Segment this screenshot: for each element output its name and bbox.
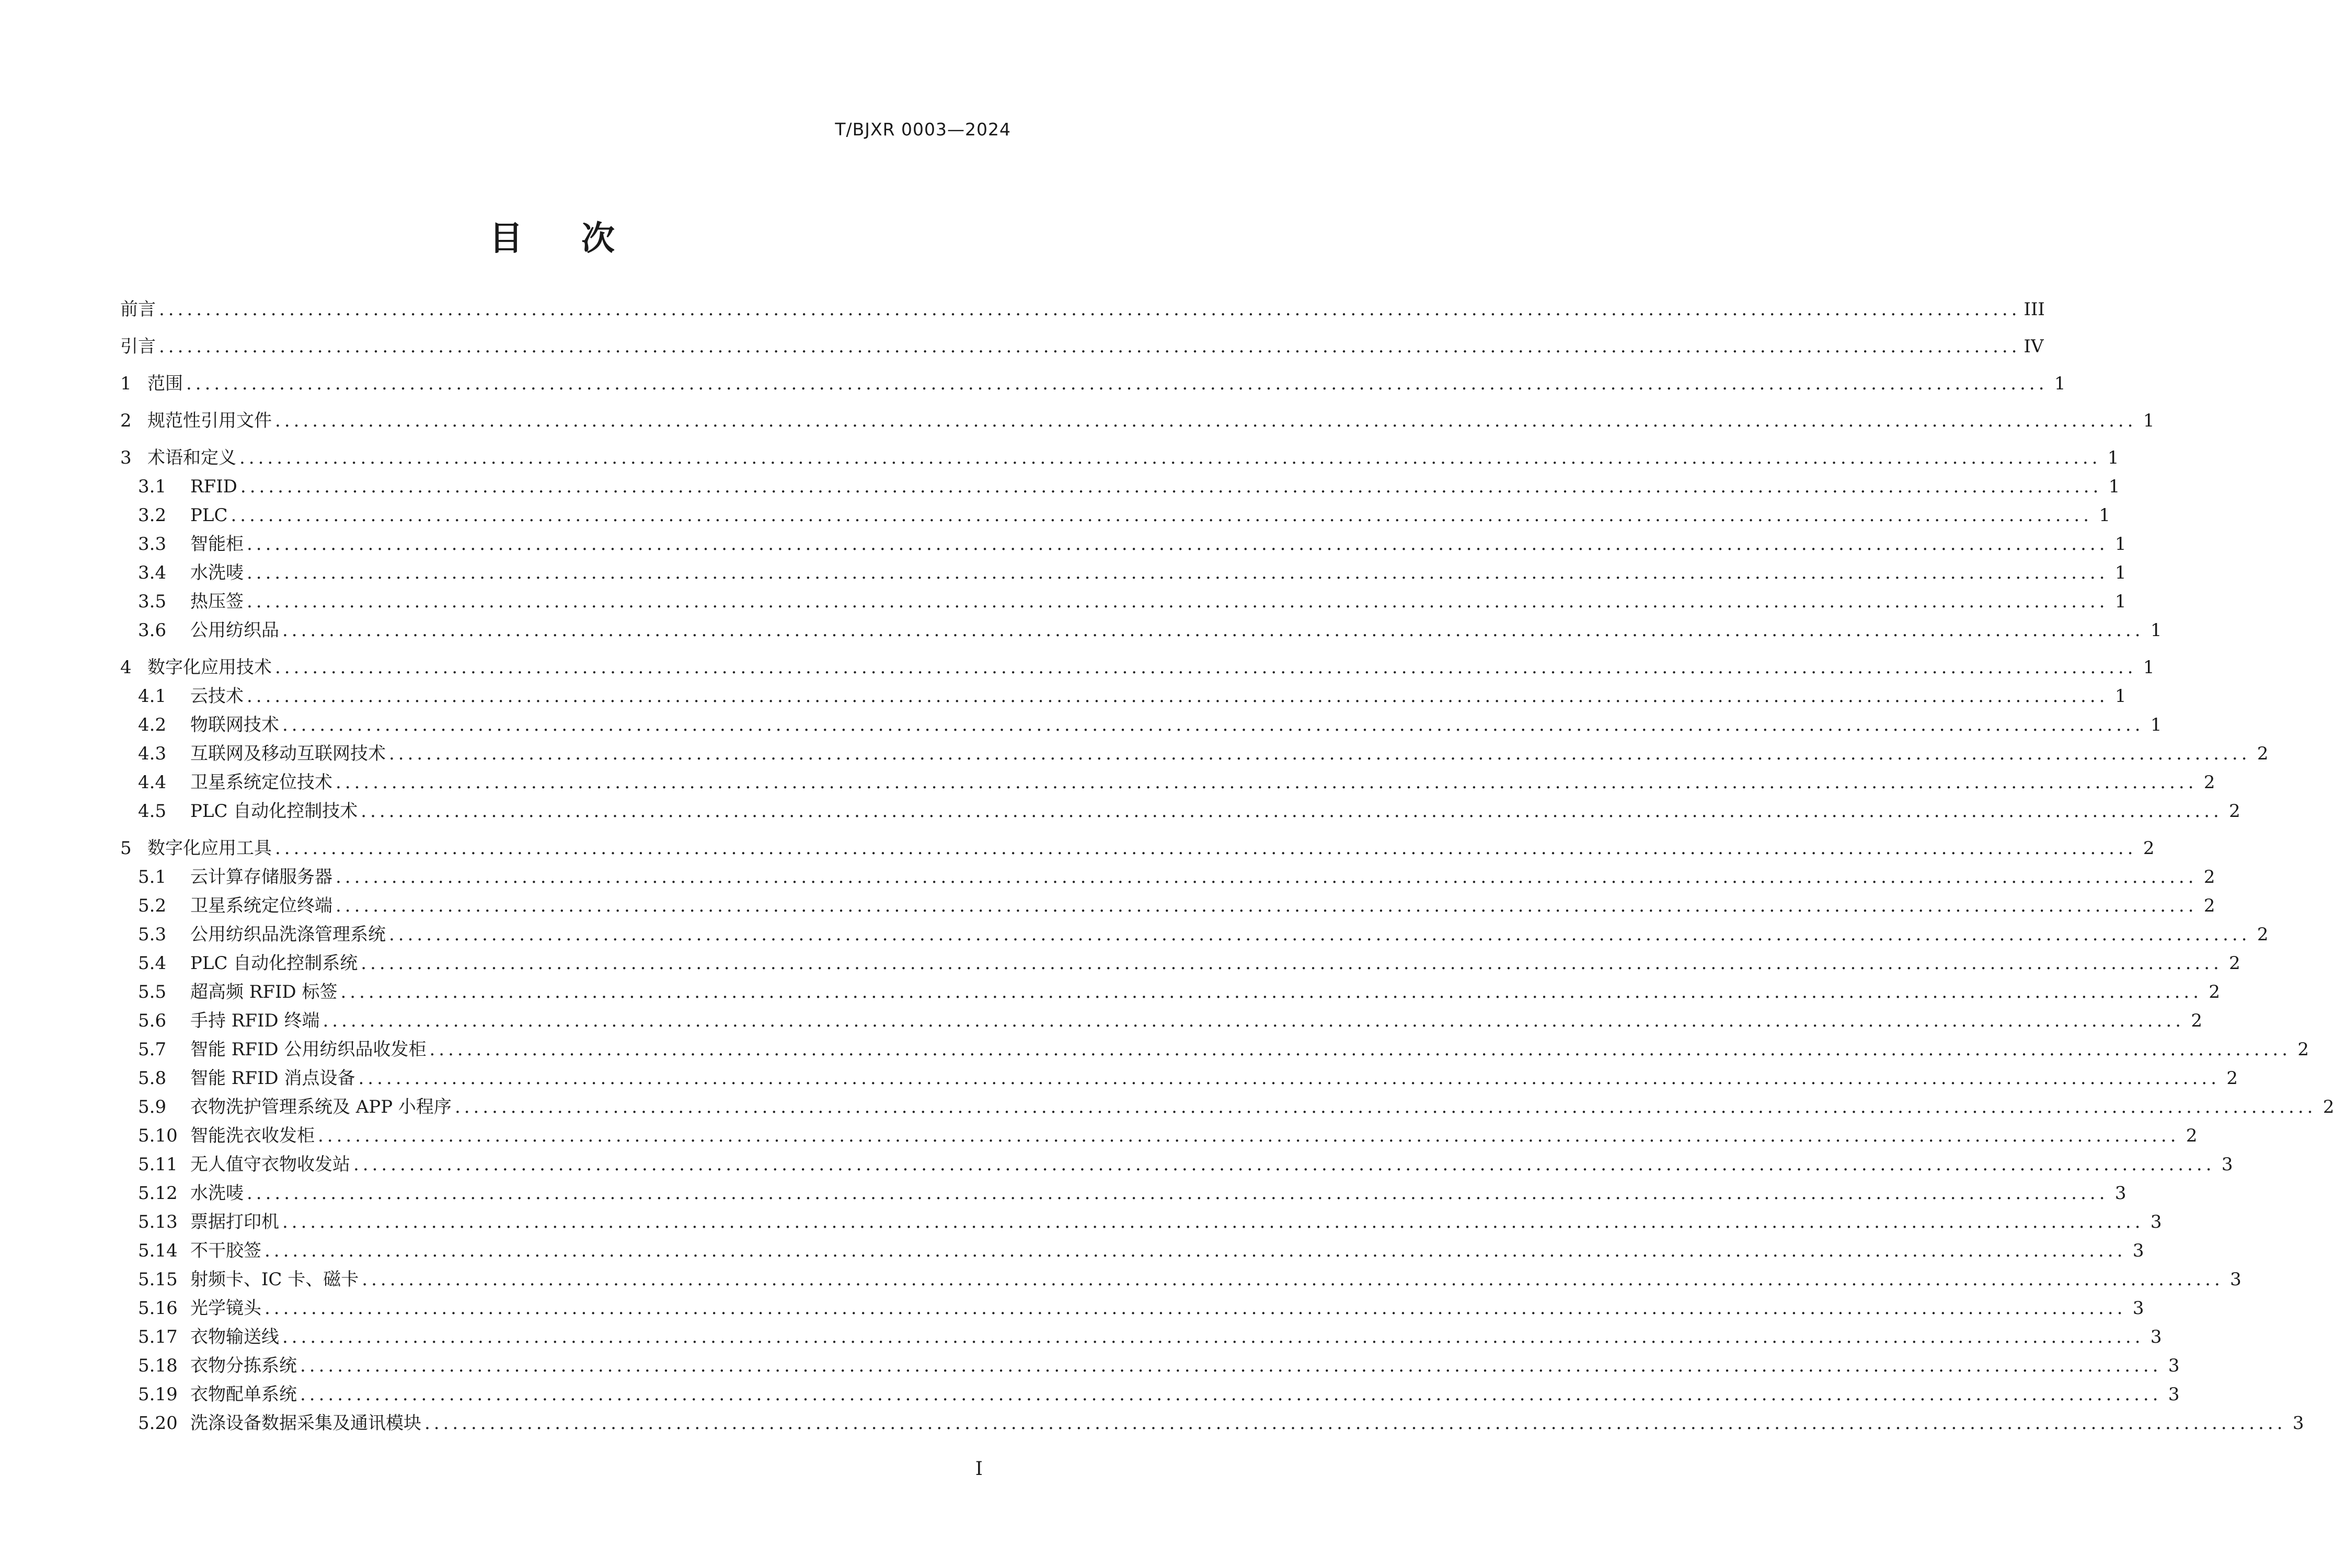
toc-entry-label: 无人值守衣物收发站	[190, 1154, 350, 1175]
dot-leader: ........................................................................................................................................................................................................	[275, 838, 2137, 859]
toc-entry[interactable]	[120, 1352, 2180, 1380]
toc-entry-number: 5.3	[138, 924, 167, 945]
toc-entry[interactable]	[120, 653, 2155, 682]
toc-entry-number: 4.1	[138, 686, 167, 707]
toc-entry-label: 衣物洗护管理系统及 APP 小程序	[190, 1097, 452, 1117]
toc-entry[interactable]	[120, 978, 2221, 1007]
toc-entry-label: 术语和定义	[147, 447, 236, 468]
toc-entry-label: 衣物配单系统	[190, 1384, 297, 1405]
dot-leader: ........................................................................................................................................................................................................	[429, 1039, 2292, 1060]
dot-leader: ........................................................................................................................................................................................................	[239, 447, 2101, 468]
dot-leader: ........................................................................................................................................................................................................	[247, 562, 2109, 583]
dot-leader: ........................................................................................................................................................................................................	[336, 867, 2198, 887]
toc-entry-page: 2	[2229, 953, 2240, 974]
dot-leader: ........................................................................................................................................................................................................	[282, 620, 2144, 641]
dot-leader: ........................................................................................................................................................................................................	[247, 686, 2109, 707]
toc-entry-label: RFID	[190, 476, 237, 497]
toc-entry-label: 数字化应用工具	[147, 838, 272, 859]
toc-entry-number: 5.14	[138, 1240, 178, 1261]
toc-entry-page: 2	[2203, 772, 2215, 793]
toc-entry-page: 1	[2114, 686, 2126, 707]
toc-entry[interactable]	[120, 949, 2240, 978]
toc-entry-label: 云技术	[190, 686, 244, 707]
toc-entry-page: 2	[2257, 924, 2269, 945]
toc-entry-page: 1	[2114, 591, 2126, 612]
dot-leader: ........................................................................................................................................................................................................	[275, 410, 2137, 431]
dot-leader: ........................................................................................................................................................................................................	[361, 953, 2223, 974]
dot-leader: ........................................................................................................................................................................................................	[389, 924, 2251, 945]
table-of-contents	[120, 295, 2334, 1438]
toc-entry-number: 5.10	[138, 1125, 178, 1146]
toc-entry-page: 3	[2221, 1154, 2233, 1175]
dot-leader: ........................................................................................................................................................................................................	[247, 1183, 2109, 1204]
toc-entry-label: 射频卡、IC 卡、磁卡	[190, 1269, 359, 1290]
toc-entry-number: 5.8	[138, 1068, 167, 1089]
toc-entry-label: 洗涤设备数据采集及通讯模块	[190, 1413, 421, 1434]
toc-entry-page: 2	[2203, 895, 2215, 916]
toc-entry-page: 1	[2143, 657, 2155, 678]
toc-entry-page: 1	[2150, 714, 2162, 735]
dot-leader: ........................................................................................................................................................................................................	[336, 895, 2198, 916]
toc-entry-label: 衣物输送线	[190, 1327, 279, 1347]
dot-leader: ........................................................................................................................................................................................................	[282, 1212, 2144, 1232]
toc-entry-number: 5.12	[138, 1183, 178, 1204]
toc-entry-label: 票据打印机	[190, 1212, 279, 1232]
toc-entry[interactable]	[120, 1064, 2238, 1093]
toc-entry-page: 3	[2168, 1384, 2180, 1405]
toc-entry-page: 3	[2150, 1212, 2162, 1232]
toc-entry-page: 3	[2292, 1413, 2304, 1434]
dot-leader: ........................................................................................................................................................................................................	[454, 1097, 2317, 1117]
toc-entry-page: 3	[2132, 1298, 2144, 1319]
toc-entry-page: III	[2023, 299, 2045, 320]
dot-leader: ........................................................................................................................................................................................................	[282, 714, 2144, 735]
toc-entry-page: 2	[2226, 1068, 2238, 1089]
toc-entry-number: 4.5	[138, 801, 167, 822]
title-char-2: 次	[581, 220, 615, 258]
toc-entry[interactable]	[120, 768, 2215, 797]
dot-leader: ........................................................................................................................................................................................................	[282, 1327, 2144, 1347]
toc-entry[interactable]	[120, 1179, 2126, 1208]
toc-entry[interactable]	[120, 1208, 2162, 1237]
toc-entry-number: 5.20	[138, 1413, 178, 1434]
toc-entry-page: 1	[2114, 562, 2126, 583]
toc-entry[interactable]	[120, 407, 2155, 435]
toc-entry-number: 5.9	[138, 1097, 167, 1117]
dot-leader: ........................................................................................................................................................................................................	[247, 591, 2109, 612]
toc-entry-label: 手持 RFID 终端	[190, 1010, 320, 1031]
toc-entry-number: 5.17	[138, 1327, 178, 1347]
dot-leader: ........................................................................................................................................................................................................	[389, 743, 2251, 764]
toc-entry-page: 1	[2108, 476, 2120, 497]
toc-entry[interactable]	[120, 1007, 2203, 1035]
toc-entry-page: 2	[2229, 801, 2240, 822]
toc-entry-page: 1	[2143, 410, 2155, 431]
toc-entry-label: 智能柜	[190, 534, 244, 555]
toc-entry-label: 数字化应用技术	[147, 657, 272, 678]
toc-entry[interactable]	[120, 1035, 2309, 1064]
toc-entry-page: 2	[2209, 982, 2221, 1002]
toc-entry-page: 2	[2297, 1039, 2309, 1060]
toc-entry-number: 5.18	[138, 1355, 178, 1376]
toc-entry-label: 超高频 RFID 标签	[190, 982, 338, 1002]
toc-entry[interactable]	[120, 1150, 2233, 1179]
dot-leader: ........................................................................................................................................................................................................	[275, 657, 2137, 678]
toc-entry-label: 水洗唛	[190, 1183, 244, 1204]
dot-leader: ........................................................................................................................................................................................................	[159, 336, 2021, 357]
toc-entry[interactable]	[120, 616, 2162, 645]
toc-entry-label: 公用纺织品	[190, 620, 279, 641]
toc-entry-label: 热压签	[190, 591, 244, 612]
toc-entry[interactable]	[120, 1237, 2144, 1265]
toc-entry-number: 2	[120, 410, 132, 431]
toc-entry-page: 3	[2168, 1355, 2180, 1376]
dot-leader: ........................................................................................................................................................................................................	[240, 476, 2102, 497]
toc-entry-number: 5	[120, 838, 132, 859]
toc-entry-page: 2	[2322, 1097, 2334, 1117]
dot-leader: ........................................................................................................................................................................................................	[358, 1068, 2221, 1089]
toc-entry[interactable]	[120, 530, 2126, 559]
toc-entry-number: 5.7	[138, 1039, 167, 1060]
dot-leader: ........................................................................................................................................................................................................	[231, 505, 2093, 526]
toc-entry-number: 5.11	[138, 1154, 178, 1175]
toc-entry[interactable]	[120, 1122, 2198, 1150]
toc-entry-number: 5.15	[138, 1269, 178, 1290]
toc-entry-label: 卫星系统定位终端	[190, 895, 332, 916]
toc-entry-label: 卫星系统定位技术	[190, 772, 332, 793]
toc-entry-number: 4	[120, 657, 132, 678]
toc-entry-number: 5.2	[138, 895, 167, 916]
toc-entry[interactable]	[120, 370, 2066, 398]
toc-entry-label: 引言	[120, 336, 156, 357]
toc-entry-page: 1	[2054, 373, 2066, 394]
toc-entry-page: 1	[2114, 534, 2126, 555]
dot-leader: ........................................................................................................................................................................................................	[362, 1269, 2224, 1290]
toc-entry[interactable]	[120, 332, 2044, 361]
toc-entry[interactable]	[120, 834, 2155, 863]
dot-leader: ........................................................................................................................................................................................................	[300, 1384, 2162, 1405]
toc-entry-page: 3	[2114, 1183, 2126, 1204]
toc-entry[interactable]	[120, 1380, 2180, 1409]
toc-entry-number: 5.6	[138, 1010, 167, 1031]
toc-entry[interactable]	[120, 863, 2215, 892]
dot-leader: ........................................................................................................................................................................................................	[340, 982, 2203, 1002]
toc-entry-label: 公用纺织品洗涤管理系统	[190, 924, 386, 945]
toc-entry[interactable]	[120, 444, 2119, 472]
toc-entry-page: 2	[2257, 743, 2269, 764]
dot-leader: ........................................................................................................................................................................................................	[247, 534, 2109, 555]
toc-entry-label: 水洗唛	[190, 562, 244, 583]
dot-leader: ........................................................................................................................................................................................................	[265, 1240, 2126, 1261]
toc-entry-number: 4.4	[138, 772, 167, 793]
title-char-1: 目	[489, 220, 523, 258]
toc-entry[interactable]	[120, 1323, 2162, 1352]
toc-entry-page: 2	[2143, 838, 2155, 859]
toc-entry-number: 3.2	[138, 505, 167, 526]
toc-entry-label: 物联网技术	[190, 714, 279, 735]
toc-entry-page: 1	[2099, 505, 2111, 526]
toc-entry-label: 不干胶签	[190, 1240, 261, 1261]
page-number: I	[975, 1458, 983, 1480]
toc-entry-page: 1	[2107, 447, 2119, 468]
toc-entry-label: PLC 自动化控制系统	[190, 953, 358, 974]
toc-entry-page: IV	[2023, 336, 2044, 357]
dot-leader: ........................................................................................................................................................................................................	[186, 373, 2048, 394]
dot-leader: ........................................................................................................................................................................................................	[159, 299, 2021, 320]
dot-leader: ........................................................................................................................................................................................................	[323, 1010, 2185, 1031]
toc-entry-number: 5.5	[138, 982, 167, 1002]
toc-entry[interactable]	[120, 711, 2162, 740]
dot-leader: ........................................................................................................................................................................................................	[353, 1154, 2215, 1175]
toc-entry-label: 光学镜头	[190, 1298, 261, 1319]
toc-entry[interactable]	[120, 1265, 2241, 1294]
dot-leader: ........................................................................................................................................................................................................	[336, 772, 2198, 793]
toc-entry-page: 3	[2132, 1240, 2144, 1261]
toc-entry-page: 2	[2191, 1010, 2203, 1031]
toc-entry-page: 3	[2230, 1269, 2241, 1290]
toc-entry-label: 范围	[147, 373, 183, 394]
toc-entry-label: 衣物分拣系统	[190, 1355, 297, 1376]
toc-entry-label: 规范性引用文件	[147, 410, 272, 431]
toc-entry-number: 3.4	[138, 562, 167, 583]
toc-entry-number: 5.16	[138, 1298, 178, 1319]
toc-entry[interactable]	[120, 295, 2045, 324]
toc-entry-number: 5.4	[138, 953, 167, 974]
toc-entry-label: 互联网及移动互联网技术	[190, 743, 386, 764]
toc-entry-label: 前言	[120, 299, 156, 320]
page-title	[0, 212, 1104, 260]
toc-entry-number: 5.1	[138, 867, 167, 887]
toc-entry-number: 3.6	[138, 620, 167, 641]
toc-entry[interactable]	[120, 559, 2126, 587]
toc-entry[interactable]	[120, 740, 2269, 768]
dot-leader: ........................................................................................................................................................................................................	[318, 1125, 2180, 1146]
toc-entry-page: 1	[2150, 620, 2162, 641]
toc-entry[interactable]	[120, 797, 2240, 826]
toc-entry-label: 云计算存储服务器	[190, 867, 332, 887]
toc-entry-label: 智能 RFID 公用纺织品收发柜	[190, 1039, 427, 1060]
toc-entry-label: PLC	[190, 505, 228, 526]
toc-entry[interactable]	[120, 682, 2126, 711]
dot-leader: ........................................................................................................................................................................................................	[361, 801, 2223, 822]
toc-entry-label: 智能 RFID 消点设备	[190, 1068, 355, 1089]
toc-entry-label: PLC 自动化控制技术	[190, 801, 358, 822]
toc-entry-number: 1	[120, 373, 132, 394]
toc-entry-number: 3.1	[138, 476, 167, 497]
dot-leader: ........................................................................................................................................................................................................	[424, 1413, 2286, 1434]
toc-entry[interactable]	[120, 501, 2111, 530]
document-code: T/BJXR 0003—2024	[835, 119, 1011, 140]
toc-entry[interactable]	[120, 587, 2126, 616]
toc-entry-page: 2	[2186, 1125, 2198, 1146]
toc-entry-number: 3.3	[138, 534, 167, 555]
dot-leader: ........................................................................................................................................................................................................	[265, 1298, 2126, 1319]
toc-entry[interactable]	[120, 1409, 2304, 1438]
toc-entry-number: 4.2	[138, 714, 167, 735]
toc-entry-number: 4.3	[138, 743, 167, 764]
toc-entry-number: 3	[120, 447, 132, 468]
toc-entry-label: 智能洗衣收发柜	[190, 1125, 315, 1146]
toc-entry-number: 5.13	[138, 1212, 178, 1232]
toc-entry-page: 2	[2203, 867, 2215, 887]
toc-entry[interactable]	[120, 1294, 2144, 1323]
toc-entry[interactable]	[120, 472, 2120, 501]
dot-leader: ........................................................................................................................................................................................................	[300, 1355, 2162, 1376]
toc-entry-page: 3	[2150, 1327, 2162, 1347]
toc-entry[interactable]	[120, 920, 2269, 949]
toc-entry-number: 3.5	[138, 591, 167, 612]
toc-entry[interactable]	[120, 1093, 2334, 1122]
toc-entry[interactable]	[120, 892, 2215, 920]
toc-entry-number: 5.19	[138, 1384, 178, 1405]
